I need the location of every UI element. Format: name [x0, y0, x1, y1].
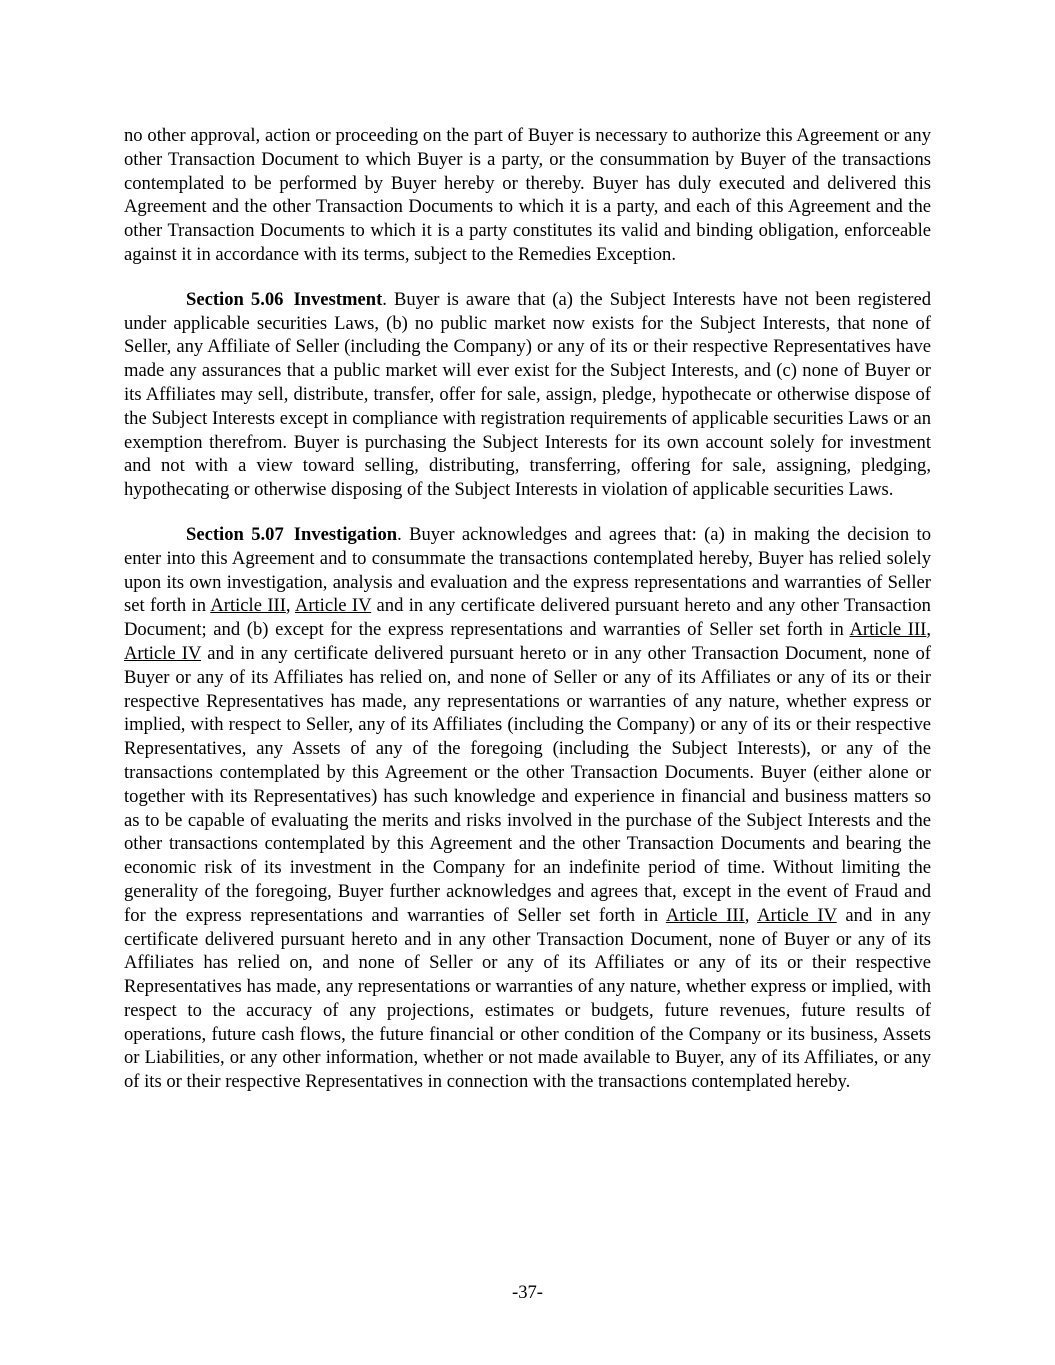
article-iii-link[interactable]: Article III [665, 904, 745, 926]
ref-separator: , [926, 619, 931, 641]
ref-separator: , [285, 595, 295, 617]
section-5-06-number: Section 5.06 [186, 288, 284, 310]
section-5-06-paragraph [124, 288, 931, 502]
ref-separator: , [744, 904, 758, 926]
section-5-06-title-punct: . [382, 288, 387, 310]
section-5-07-text-1: Buyer acknowledges and agrees that: (a) in making the decision to enter into this Agreement and to consummate the transactions contemplated hereby, Buyer has relied solely upon its own investigation, analysis and evaluation and the express representations and warranties of Seller set forth in [124, 523, 932, 617]
article-iv-link[interactable]: Article IV [757, 904, 837, 926]
section-5-07-title-punct: . [397, 523, 402, 545]
page-number: -37- [512, 1282, 543, 1303]
article-iii-link[interactable]: Article III [849, 619, 927, 641]
section-5-07-text-4: and in any certificate delivered pursuant hereto and in any other Transaction Document, none of Buyer or any of its Affiliates has relied on, and none of Seller or any of its Affiliates or any of its or their respective Representatives has made, any representations or warranties of any nature, whether express or implied, with respect to the accuracy of any projections, estimates or budgets, future revenues, future results of operations, future cash flows, the future financial or other condition of the Company or its business, Assets or Liabilities, or any other information, whether or not made available to Buyer, any of its Affiliates, or any of its or their respective Representatives in connection with the transactions contemplated hereby. [124, 904, 931, 1093]
section-5-06-body: Buyer is aware that (a) the Subject Interests have not been registered under applicable securities Laws, (b) no public market now exists for the Subject Interests, that none of Seller, any Affiliate of Seller (including the Company) or any of its or their respective Representatives have made any assurances that a public market will ever exist for the Subject Interests, and (c) none of Buyer or its Affiliates may sell, distribute, transfer, offer for sale, assign, pledge, hypothecate or otherwise dispose of the Subject Interests except in compliance with registration requirements of applicable securities Laws or an exemption therefrom. Buyer is purchasing the Subject Interests for its own account solely for investment and not with a view toward selling, distributing, transferring, offering for sale, assigning, pledging, hypothecating or otherwise disposing of the Subject Interests in violation of applicable securities Laws. [124, 288, 931, 501]
section-5-07-text-3: and in any certificate delivered pursuant hereto or in any other Transaction Document, none of Buyer or any of its Affiliates has relied on, and none of Seller or any of its Affiliates or any of its or their respective Representatives has made, any representations or warranties of any nature, whether express or implied, with respect to Seller, any of its Affiliates (including the Company) or any of its or their respective Representatives, any Assets of any of the foregoing (including the Subject Interests), or any of the transactions contemplated by this Agreement or the other Transaction Documents. Buyer (either alone or together with its Representatives) has such knowledge and experience in financial and business matters so as to be capable of evaluating the merits and risks involved in the purchase of the Subject Interests and the other transactions contemplated by this Agreement and the other Transaction Documents and bearing the economic risk of its investment in the Company for an indefinite period of time. Without limiting the generality of the foregoing, Buyer further acknowledges and agrees that, except in the event of Fraud and for the express representations and warranties of Seller set forth in [124, 642, 931, 926]
section-5-07-text-2: and in any certificate delivered pursuant hereto and any other Transaction Document; and (b) except for the express representations and warranties of Seller set forth in [124, 595, 931, 641]
article-iv-link[interactable]: Article IV [124, 642, 202, 664]
continuation-paragraph: no other approval, action or proceeding on the part of Buyer is necessary to authorize this Agreement or any other Transaction Document to which Buyer is a party, or the consummation by Buyer of the transactions contemplated to be performed by Buyer hereby or thereby. Buyer has duly executed and delivered this Agreement and the other Transaction Documents to which it is a party, and each of this Agreement and the other Transaction Documents to which it is a party constitutes its valid and binding obligation, enforceable against it in accordance with its terms, subject to the Remedies Exception. [124, 125, 931, 265]
section-5-06-title: Investment [293, 288, 383, 310]
article-iv-link[interactable]: Article IV [294, 595, 372, 617]
section-5-07-title: Investigation [293, 523, 398, 545]
document-page [124, 124, 931, 1094]
section-5-07-paragraph [124, 523, 931, 1094]
section-5-07-number: Section 5.07 [186, 523, 284, 545]
article-iii-link[interactable]: Article III [210, 595, 286, 617]
